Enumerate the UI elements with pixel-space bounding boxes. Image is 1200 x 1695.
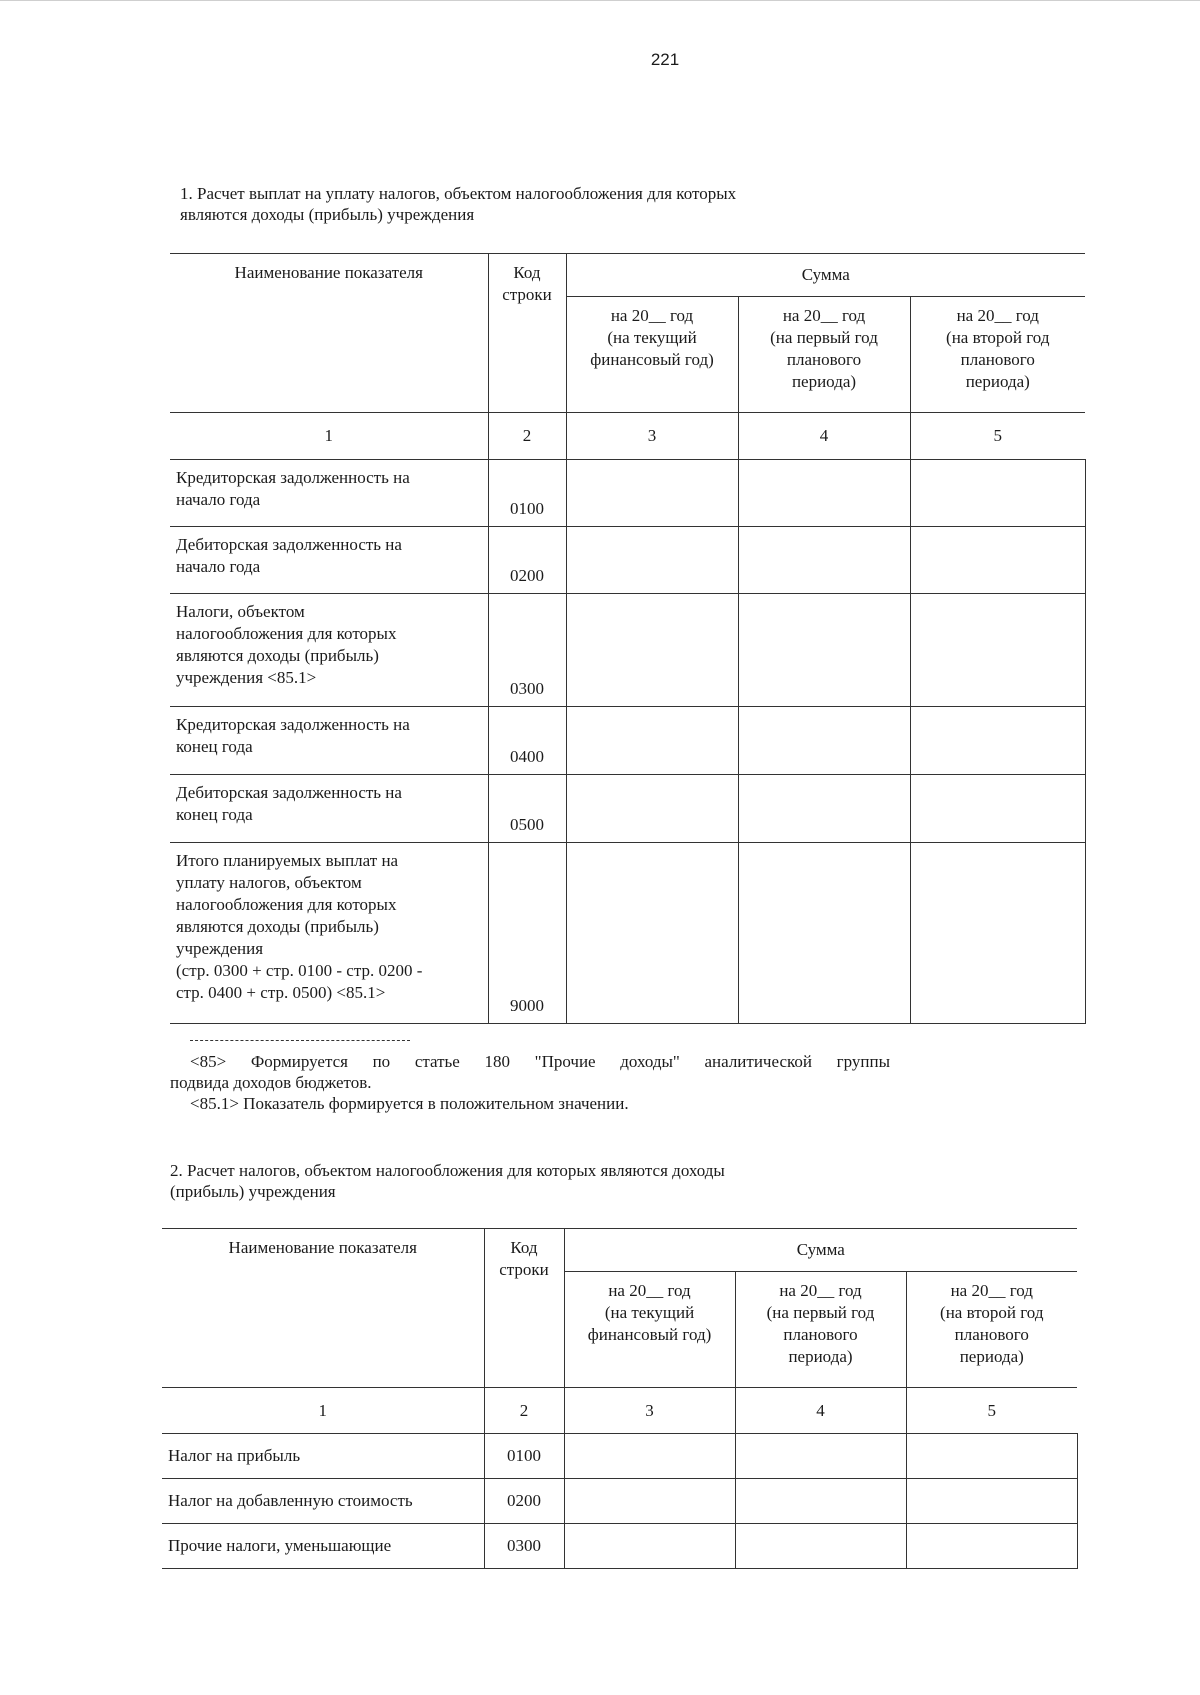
header-col4-line: периода) (788, 1347, 853, 1366)
row-code: 0300 (488, 594, 566, 707)
row-name (170, 527, 488, 594)
value-cell[interactable] (738, 594, 910, 707)
value-cell[interactable] (910, 843, 1085, 1024)
row-name (170, 843, 488, 1024)
row-code: 0200 (484, 1479, 564, 1524)
value-cell[interactable] (566, 594, 738, 707)
row-code: 0300 (484, 1524, 564, 1569)
table-row-total (170, 843, 1085, 1024)
value-cell[interactable] (906, 1434, 1077, 1479)
header-col3-cell (564, 1272, 735, 1388)
header-col4-line: планового (786, 350, 862, 369)
row-name-line: Налоги, объектом (176, 602, 305, 621)
header-col3-line: на 20__ год (608, 1281, 691, 1300)
page-number: 221 (650, 50, 680, 69)
header-col4-line: на 20__ год (782, 306, 866, 325)
row-name: Налог на прибыль (162, 1434, 484, 1479)
header-col5-line: планового (954, 1325, 1029, 1344)
value-cell[interactable] (910, 527, 1085, 594)
value-cell[interactable] (564, 1479, 735, 1524)
row-name-line: Итого планируемых выплат на (176, 851, 399, 870)
row-name-line: являются доходы (прибыль) (176, 917, 379, 936)
header-code-label: строки (502, 285, 552, 304)
row-code: 9000 (488, 843, 566, 1024)
table-row (170, 707, 1085, 775)
value-cell[interactable] (735, 1479, 906, 1524)
row-name-line: Кредиторская задолженность на (176, 715, 410, 734)
header-name-cell (170, 254, 488, 413)
footnote-85: <85> Формируется по статье 180 "Прочие доходы" аналитической группы (190, 1052, 890, 1071)
row-name-line: начало года (176, 557, 261, 576)
header-sum-label: Сумма (796, 1240, 845, 1259)
value-cell[interactable] (566, 775, 738, 843)
table-row (170, 460, 1085, 527)
row-name (170, 707, 488, 775)
row-name: Налог на добавленную стоимость (162, 1479, 484, 1524)
header-col3-line: финансовый год) (587, 1325, 712, 1344)
row-name-line: уплату налогов, объектом (176, 873, 362, 892)
value-cell[interactable] (738, 460, 910, 527)
column-number: 2 (484, 1388, 564, 1434)
row-code: 0100 (488, 460, 566, 527)
value-cell[interactable] (564, 1524, 735, 1569)
header-col3-cell (566, 297, 738, 413)
header-col4-line: на 20__ год (779, 1281, 862, 1300)
section1-title-line: являются доходы (прибыль) учреждения (180, 205, 475, 224)
header-code-label: строки (499, 1260, 549, 1279)
header-col4-line: планового (783, 1325, 858, 1344)
header-sum-cell (564, 1229, 1077, 1272)
value-cell[interactable] (564, 1434, 735, 1479)
value-cell[interactable] (738, 843, 910, 1024)
column-number: 5 (910, 413, 1085, 460)
value-cell[interactable] (738, 775, 910, 843)
header-col4-line: периода) (791, 372, 857, 391)
table-row (170, 594, 1085, 707)
value-cell[interactable] (906, 1524, 1077, 1569)
section1-title (180, 183, 736, 225)
row-code: 0100 (484, 1434, 564, 1479)
value-cell[interactable] (735, 1434, 906, 1479)
table-row (162, 1524, 1077, 1569)
header-col3-line: (на текущий (604, 1303, 695, 1322)
value-cell[interactable] (910, 775, 1085, 843)
page-top-edge (0, 0, 1200, 1)
header-col5-line: на 20__ год (956, 306, 1039, 325)
row-name-line: Дебиторская задолженность на (176, 783, 402, 802)
row-name (170, 775, 488, 843)
section2-title-line: (прибыль) учреждения (170, 1182, 336, 1201)
value-cell[interactable] (910, 707, 1085, 775)
column-number: 4 (738, 413, 910, 460)
value-cell[interactable] (738, 527, 910, 594)
section2-table (162, 1228, 1078, 1569)
table-row (170, 775, 1085, 843)
value-cell[interactable] (566, 707, 738, 775)
row-name-line: стр. 0400 + стр. 0500) <85.1> (176, 983, 386, 1002)
section2-title-line: 2. Расчет налогов, объектом налогообложения для которых являются доходы (170, 1161, 725, 1180)
header-col4-cell (735, 1272, 906, 1388)
column-number-row (162, 1388, 1077, 1434)
footnote-85-continued: подвида доходов бюджетов. (170, 1073, 372, 1092)
value-cell[interactable] (566, 460, 738, 527)
column-number-row (170, 413, 1085, 460)
header-col3-line: (на текущий (607, 328, 697, 347)
value-cell[interactable] (906, 1479, 1077, 1524)
row-name: Прочие налоги, уменьшающие (162, 1524, 484, 1569)
header-col4-line: (на первый год (766, 1303, 875, 1322)
column-number: 3 (566, 413, 738, 460)
row-name-line: начало года (176, 490, 261, 509)
header-col3-line: финансовый год) (590, 350, 714, 369)
header-name-label: Наименование показателя (228, 1238, 417, 1257)
table-row (162, 1434, 1077, 1479)
header-col5-cell (906, 1272, 1077, 1388)
section1-table (170, 253, 1086, 1024)
header-code-label: Код (513, 263, 541, 282)
row-code: 0500 (488, 775, 566, 843)
header-col5-line: (на второй год (946, 328, 1050, 347)
row-code: 0400 (488, 707, 566, 775)
row-code: 0200 (488, 527, 566, 594)
footnote-85-1: <85.1> Показатель формируется в положительном значении. (190, 1094, 629, 1113)
value-cell[interactable] (910, 460, 1085, 527)
column-number: 5 (906, 1388, 1077, 1434)
header-col5-line: периода) (965, 372, 1030, 391)
header-col5-line: (на второй год (940, 1303, 1044, 1322)
footnotes (170, 1040, 890, 1114)
table-row (170, 527, 1085, 594)
header-name-cell (162, 1229, 484, 1388)
header-col4-cell (738, 297, 910, 413)
header-sum-label: Сумма (801, 265, 850, 284)
row-name-line: налогообложения для которых (176, 895, 397, 914)
section1-title-line: 1. Расчет выплат на уплату налогов, объектом налогообложения для которых (180, 184, 737, 203)
column-number: 1 (162, 1388, 484, 1434)
row-name (170, 594, 488, 707)
header-col5-cell (910, 297, 1085, 413)
header-col4-line: (на первый год (770, 328, 878, 347)
section2-title (170, 1160, 725, 1202)
value-cell[interactable] (566, 843, 738, 1024)
value-cell[interactable] (738, 707, 910, 775)
footnote-separator (190, 1040, 410, 1041)
header-col5-line: планового (960, 350, 1035, 369)
header-name-label: Наименование показателя (234, 263, 423, 282)
header-col3-line: на 20__ год (610, 306, 694, 325)
row-name-line: налогообложения для которых (176, 624, 397, 643)
value-cell[interactable] (566, 527, 738, 594)
header-code-label: Код (510, 1238, 538, 1257)
header-col5-line: периода) (959, 1347, 1024, 1366)
header-sum-cell (566, 254, 1085, 297)
row-name-line: учреждения <85.1> (176, 668, 317, 687)
row-name-line: Кредиторская задолженность на (176, 468, 410, 487)
header-code-cell (488, 254, 566, 413)
column-number: 3 (564, 1388, 735, 1434)
value-cell[interactable] (735, 1524, 906, 1569)
column-number: 2 (488, 413, 566, 460)
value-cell[interactable] (910, 594, 1085, 707)
row-name-line: являются доходы (прибыль) (176, 646, 379, 665)
row-name-line: конец года (176, 805, 253, 824)
column-number: 1 (170, 413, 488, 460)
row-name-line: Дебиторская задолженность на (176, 535, 402, 554)
table-row (162, 1479, 1077, 1524)
header-code-cell (484, 1229, 564, 1388)
row-name (170, 460, 488, 527)
header-col5-line: на 20__ год (950, 1281, 1033, 1300)
row-name-line: (стр. 0300 + стр. 0100 - стр. 0200 - (176, 961, 423, 980)
row-name-line: конец года (176, 737, 253, 756)
row-name-line: учреждения (176, 939, 264, 958)
column-number: 4 (735, 1388, 906, 1434)
